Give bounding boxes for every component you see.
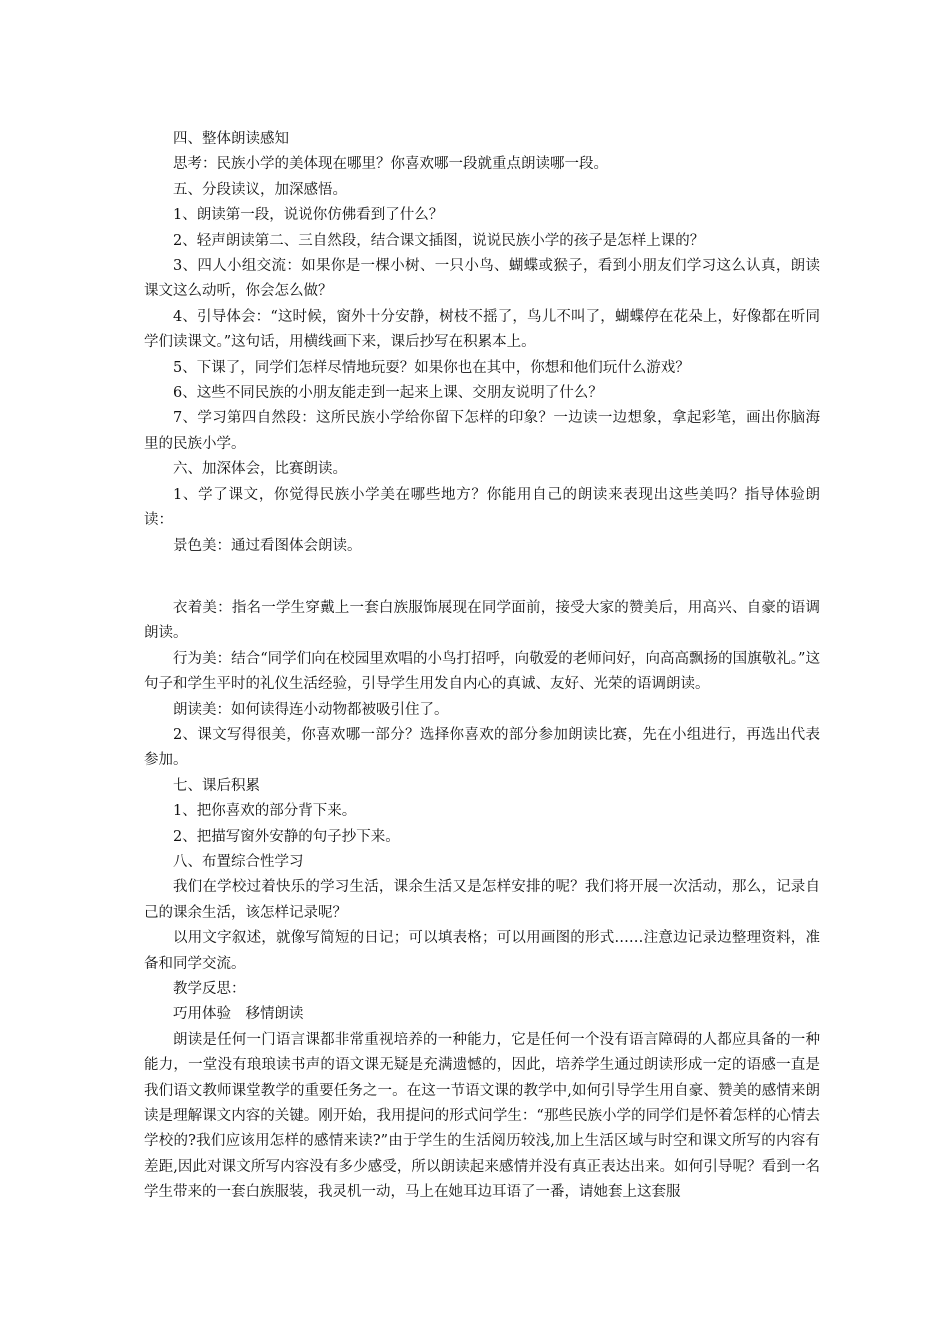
list-item: 1、把你喜欢的部分背下来。 xyxy=(173,803,357,820)
list-item: 1、朗读第一段，说说你仿佛看到了什么？ xyxy=(173,207,444,224)
paragraph: 衣着美：指名一学生穿戴上一套白族服饰展现在同学面前，接受大家的赞美后，用高兴、自豪的语调朗读。 xyxy=(144,599,820,642)
list-item: 2、把描写窗外安静的句子抄下来。 xyxy=(173,828,400,845)
section-heading-4: 四、整体朗读感知 xyxy=(173,131,289,147)
paragraph: 我们在学校过着快乐的学习生活，课余生活又是怎样安排的呢？我们将开展一次活动，那么，记录自己的课余生活，该怎样记录呢？ xyxy=(144,879,820,921)
reflection-subtitle: 巧用体验 移情朗读 xyxy=(173,1006,304,1023)
section-heading-6: 六、加深体会，比赛朗读。 xyxy=(173,461,347,478)
paragraph: 朗读美：如何读得连小动物都被吸引住了。 xyxy=(173,701,449,718)
reflection-body: 朗读是任何一门语言课都非常重视培养的一种能力，它是任何一个没有语言障碍的人都应具备的一种能力，一堂没有琅琅读书声的语文课无疑是充满遗憾的，因此，培养学生通过朗读形成一定的语感一直是我们语文教师课堂教学的重要任务之一。在这一节语文课的教学中,如何引导学生用自豪、赞美的感情来朗读是理解课文内容的关键。刚开始，我用提问的形式问学生：“那些民族小学的同学们是怀着怎样的心情去学校的?我们应该用怎样的感情来读?”由于学生的生活阅历较浅,加上生活区域与时空和课文所写的内容有差距,因此对课文所写内容没有多少感受，所以朗读起来感情并没有真正表达出来。如何引导呢？看到一名学生带来的一套白族服装，我灵机一动，马上在她耳边耳语了一番，请她套上这套服 xyxy=(144,1031,820,1201)
list-item: 1、学了课文，你觉得民族小学美在哪些地方？你能用自己的朗读来表现出这些美吗？指导体验朗读： xyxy=(144,486,820,529)
paragraph: 以用文字叙述，就像写简短的日记；可以填表格；可以用画图的形式……注意边记录边整理资料，准备和同学交流。 xyxy=(144,930,820,972)
list-item: 7、学习第四自然段：这所民族小学给你留下怎样的印象？一边读一边想象，拿起彩笔，画出你脑海里的民族小学。 xyxy=(144,410,820,452)
section-heading-7: 七、课后积累 xyxy=(173,777,260,794)
list-item: 6、这些不同民族的小朋友能走到一起来上课、交朋友说明了什么？ xyxy=(173,385,603,402)
paragraph: 景色美：通过看图体会朗读。 xyxy=(173,537,362,554)
paragraph: 思考：民族小学的美体现在哪里？你喜欢哪一段就重点朗读哪一段。 xyxy=(173,156,608,173)
list-item: 2、课文写得很美，你喜欢哪一部分？选择你喜欢的部分参加朗读比赛，先在小组进行，再选出代表参加。 xyxy=(144,726,820,769)
list-item: 4、引导体会：“这时候，窗外十分安静，树枝不摇了，鸟儿不叫了，蝴蝶停在花朵上，好像都在听同学们读课文。”这句话，用横线画下来，课后抄写在积累本上。 xyxy=(144,308,820,351)
reflection-heading: 教学反思： xyxy=(173,981,246,997)
list-item: 2、轻声朗读第二、三自然段，结合课文插图，说说民族小学的孩子是怎样上课的？ xyxy=(173,232,705,249)
section-heading-8: 八、布置综合性学习 xyxy=(173,853,304,870)
section-heading-5: 五、分段读议，加深感悟。 xyxy=(173,181,347,198)
paragraph: 行为美：结合“同学们向在校园里欢唱的小鸟打招呼，向敬爱的老师问好，向高高飘扬的国旗敬礼。”这句子和学生平时的礼仪生活经验，引导学生用发自内心的真诚、友好、光荣的语调朗读。 xyxy=(144,650,820,693)
blank-gap xyxy=(144,559,820,596)
list-item: 5、下课了，同学们怎样尽情地玩耍？如果你也在其中，你想和他们玩什么游戏？ xyxy=(173,359,690,376)
list-item: 3、四人小组交流：如果你是一棵小树、一只小鸟、蝴蝶或猴子，看到小朋友们学习这么认真，朗读课文这么动听，你会怎么做？ xyxy=(144,258,820,300)
